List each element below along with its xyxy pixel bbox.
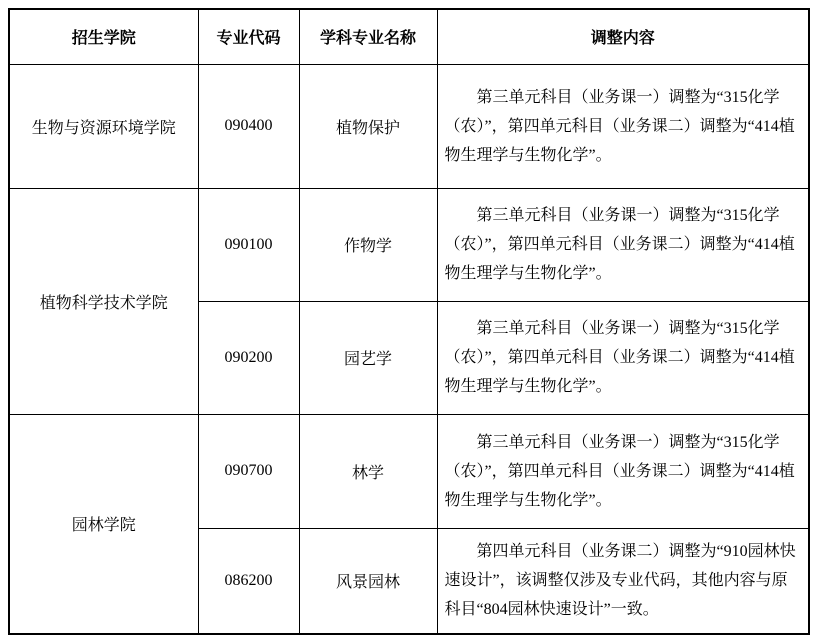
adjustment-cell: [437, 64, 809, 188]
major-cell: 园艺学: [299, 301, 437, 414]
code-cell: 090400: [198, 64, 299, 188]
table-row: [9, 188, 809, 301]
adjustment-text: 第三单元科目（业务课一）调整为“315化学（农）”，第四单元科目（业务课二）调整为“414植物生理学与生物化学”。: [444, 320, 795, 395]
major-cell: 作物学: [299, 188, 437, 301]
adjustment-text: 第三单元科目（业务课一）调整为“315化学（农）”，第四单元科目（业务课二）调整为“414植物生理学与生物化学”。: [444, 88, 795, 164]
code-cell: 090700: [198, 414, 299, 528]
col-header-major: 学科专业名称: [299, 9, 437, 64]
adjustment-text: 第三单元科目（业务课一）调整为“315化学（农）”，第四单元科目（业务课二）调整为“414植物生理学与生物化学”。: [444, 433, 795, 509]
col-header-code: 专业代码: [198, 9, 299, 64]
adjustment-text: 第三单元科目（业务课一）调整为“315化学（农）”，第四单元科目（业务课二）调整为“414植物生理学与生物化学”。: [444, 207, 795, 282]
table-row: [9, 64, 809, 188]
major-cell: 植物保护: [299, 64, 437, 188]
college-cell: 园林学院: [9, 414, 198, 634]
adjustment-cell: [437, 528, 809, 634]
header-row: [9, 9, 809, 64]
college-cell: 生物与资源环境学院: [9, 64, 198, 188]
col-header-college: 招生学院: [9, 9, 198, 64]
college-cell: 植物科学技术学院: [9, 188, 198, 414]
code-cell: 086200: [198, 528, 299, 634]
major-cell: 林学: [299, 414, 437, 528]
code-cell: 090200: [198, 301, 299, 414]
code-cell: 090100: [198, 188, 299, 301]
adjustment-text: 第四单元科目（业务课二）调整为“910园林快速设计”，该调整仅涉及专业代码，其他内容与原科目“804园林快速设计”一致。: [444, 543, 796, 619]
adjustment-cell: [437, 414, 809, 528]
adjustment-cell: [437, 301, 809, 414]
table-row: [9, 414, 809, 528]
major-cell: 风景园林: [299, 528, 437, 634]
subject-adjustment-table: [8, 8, 810, 635]
col-header-adjustment: 调整内容: [437, 9, 809, 64]
adjustment-cell: [437, 188, 809, 301]
